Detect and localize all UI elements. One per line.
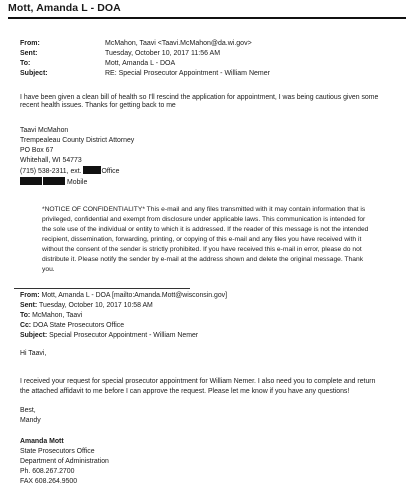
notice-line: *NOTICE OF CONFIDENTIALITY* This e-mail and any files transmitted with it may contain information that is (42, 206, 366, 213)
signature-pobox: PO Box 67 (20, 147, 54, 154)
signature-mobile (20, 177, 220, 188)
document-title: Mott, Amanda L - DOA (8, 2, 121, 14)
email1-to-row (20, 60, 400, 70)
signature-title: Trempealeau County District Attorney (20, 137, 135, 144)
signature-office: State Prosecutors Office (20, 448, 95, 455)
mobile-label: Mobile (67, 179, 88, 186)
subject-value: Special Prosecutor Appointment - William Nemer (49, 332, 199, 339)
to-label: To: (20, 60, 31, 67)
redaction-block (83, 166, 101, 174)
forward-divider (14, 288, 190, 289)
email2-subject-row (20, 332, 400, 342)
signature-dept: Department of Administration (20, 458, 109, 465)
body-line: I have been given a clean bill of health so I'll rescind the application for appointment, I was being cautious given some (20, 94, 379, 101)
notice-line: the sole use of the individual or entity to which it is addressed. If the reader of this message is not the intended (42, 226, 369, 233)
from-value: McMahon, Taavi <Taavi.McMahon@da.wi.gov> (105, 40, 252, 47)
email2-cc-row (20, 322, 400, 332)
email1-subject-row (20, 70, 400, 80)
notice-line: recipient, dissemination, forwarding, printing, or copying of this e-mail and any files you have received with it (42, 236, 362, 243)
signature-fax: FAX 608.264.9500 (20, 478, 78, 485)
sent-label: Sent: (20, 50, 38, 57)
email1-body (20, 94, 400, 111)
from-label: From: (20, 40, 40, 47)
email2-body (20, 377, 400, 397)
email1-from-row (20, 40, 400, 50)
email2-closing (20, 406, 41, 426)
cc-value: DOA State Prosecutors Office (33, 322, 125, 329)
to-value: McMahon, Taavi (32, 312, 83, 319)
subject-label: Subject: (20, 332, 48, 339)
subject-label: Subject: (20, 70, 48, 77)
notice-line: distribute it. Please notify the sender by e-mail at the address shown and delete the original message. Thank (42, 256, 364, 263)
sent-value: Tuesday, October 10, 2017 11:56 AM (105, 50, 221, 57)
email2-greeting: Hi Taavi, (20, 350, 47, 357)
title-divider (8, 17, 406, 19)
body-line: the attached affidavit to me before I can approve the request. Please let me know if you have any questions! (20, 388, 350, 395)
body-line: I received your request for special prosecutor appointment for William Nemer. I also need you to complete and return (20, 378, 376, 385)
phone-suffix: Office (101, 168, 120, 175)
notice-line: privileged, confidential and exempt from disclosure under applicable laws. This communication is intended for (42, 216, 366, 223)
signature-phone: Ph. 608.267.2700 (20, 468, 75, 475)
notice-line: without the consent of the sender is strictly prohibited. If you have received this e-mail in error, please do not (42, 246, 362, 253)
body-line: recent health issues. Thanks for getting back to me (20, 102, 176, 110)
email1-header (20, 40, 400, 80)
to-value: Mott, Amanda L - DOA (105, 60, 176, 67)
signature-city: Whitehall, WI 54773 (20, 157, 82, 164)
notice-line: you. (42, 266, 55, 273)
phone-prefix: (715) 538-2311, ext. (20, 168, 82, 175)
email1-signature (20, 126, 220, 188)
closing-text: Best, (20, 407, 36, 414)
signature-name: Amanda Mott (20, 438, 64, 445)
closing-name: Mandy (20, 417, 41, 424)
cc-label: Cc: (20, 322, 32, 329)
sent-label: Sent: (20, 302, 38, 309)
from-value: Mott, Amanda L - DOA [mailto:Amanda.Mott@wisconsin.gov] (41, 292, 228, 299)
email2-sent-row (20, 302, 400, 312)
signature-office-phone (20, 166, 220, 177)
email2-to-row (20, 312, 400, 322)
redaction-block (20, 177, 42, 185)
signature-name: Taavi McMahon (20, 127, 69, 134)
redaction-block (43, 177, 65, 185)
email1-sent-row (20, 50, 400, 60)
email2-header (20, 292, 400, 342)
sent-value: Tuesday, October 10, 2017 10:58 AM (39, 302, 153, 309)
from-label: From: (20, 292, 40, 299)
email2-signature (20, 437, 109, 487)
confidentiality-notice (42, 205, 392, 275)
email2-from-row (20, 292, 400, 302)
to-label: To: (20, 312, 31, 319)
subject-value: RE: Special Prosecutor Appointment - William Nemer (105, 70, 270, 77)
